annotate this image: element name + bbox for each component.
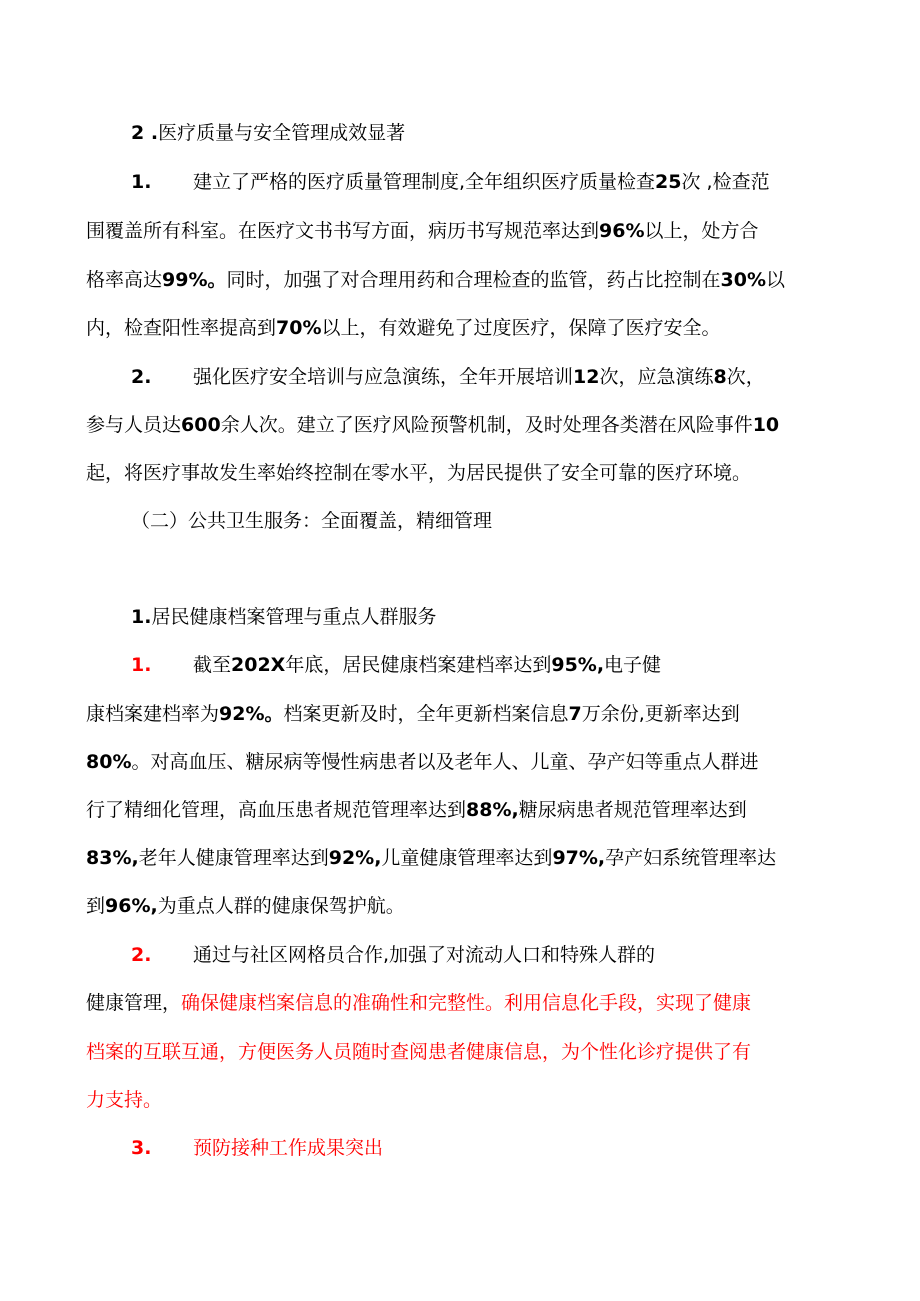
item-1-line-3: 格率高达99%。同时，加强了对合理用药和合理检查的监管，药占比控制在30%以 [86,269,786,291]
item-1-line-4: 内，检查阳性率提高到70%以上，有效避免了过度医疗，保障了医疗安全。 [86,317,721,339]
residents-item-1-line-1: 截至202X年底，居民健康档案建档率达到95%,电子健 [193,654,662,676]
residents-item-1-line-3: 80%。对高血压、糖尿病等慢性病患者以及老年人、儿童、孕产妇等重点人群进 [86,751,759,773]
item-number-1: 1. [131,171,152,193]
item-2-line-3: 起，将医疗事故发生率始终控制在零水平，为居民提供了安全可靠的医疗环境。 [86,462,752,484]
residents-item-2-line-4: 力支持。 [86,1089,163,1111]
residents-item-2-line-1: 通过与社区网格员合作,加强了对流动人口和特殊人群的 [193,944,656,966]
item-1-line-1: 建立了严格的医疗质量管理制度,全年组织医疗质量检查25次 ,检查范 [193,171,770,193]
residents-item-2-line-3: 档案的互联互通，方便医务人员随时查阅患者健康信息，为个性化诊疗提供了有 [86,1041,752,1063]
residents-item-3-line-1: 预防接种工作成果突出 [193,1137,384,1159]
residents-item-2-line-2: 健康管理，确保健康档案信息的准确性和完整性。利用信息化手段，实现了健康 [86,992,752,1014]
section-heading-2 [131,121,405,145]
section-number: 2 . [131,122,159,144]
subsection-heading: （二）公共卫生服务：全面覆盖，精细管理 [131,510,493,532]
residents-item-number-2: 2. [131,944,152,966]
item-2-line-1: 强化医疗安全培训与应急演练，全年开展培训12次，应急演练8次， [193,366,765,388]
heading-residents: 1.居民健康档案管理与重点人群服务 [131,606,437,628]
residents-item-1-line-6: 到96%,为重点人群的健康保驾护航。 [86,895,405,917]
residents-item-1-line-2: 康档案建档率为92%。档案更新及时，全年更新档案信息7万余份,更新率达到 [86,703,740,725]
residents-item-number-1: 1. [131,654,152,676]
item-1-line-2: 围覆盖所有科室。在医疗文书书写方面，病历书写规范率达到96%以上，处方合 [86,220,759,242]
residents-item-1-line-5: 83%,老年人健康管理率达到92%,儿童健康管理率达到97%,孕产妇系统管理率达 [86,847,777,869]
residents-item-number-3: 3. [131,1137,152,1159]
section-title: 医疗质量与安全管理成效显著 [158,122,406,144]
item-number-2: 2. [131,366,152,388]
item-2-line-2: 参与人员达600余人次。建立了医疗风险预警机制，及时处理各类潜在风险事件10 [86,414,780,436]
residents-item-1-line-4: 行了精细化管理，高血压患者规范管理率达到88%,糖尿病患者规范管理率达到 [86,799,747,821]
